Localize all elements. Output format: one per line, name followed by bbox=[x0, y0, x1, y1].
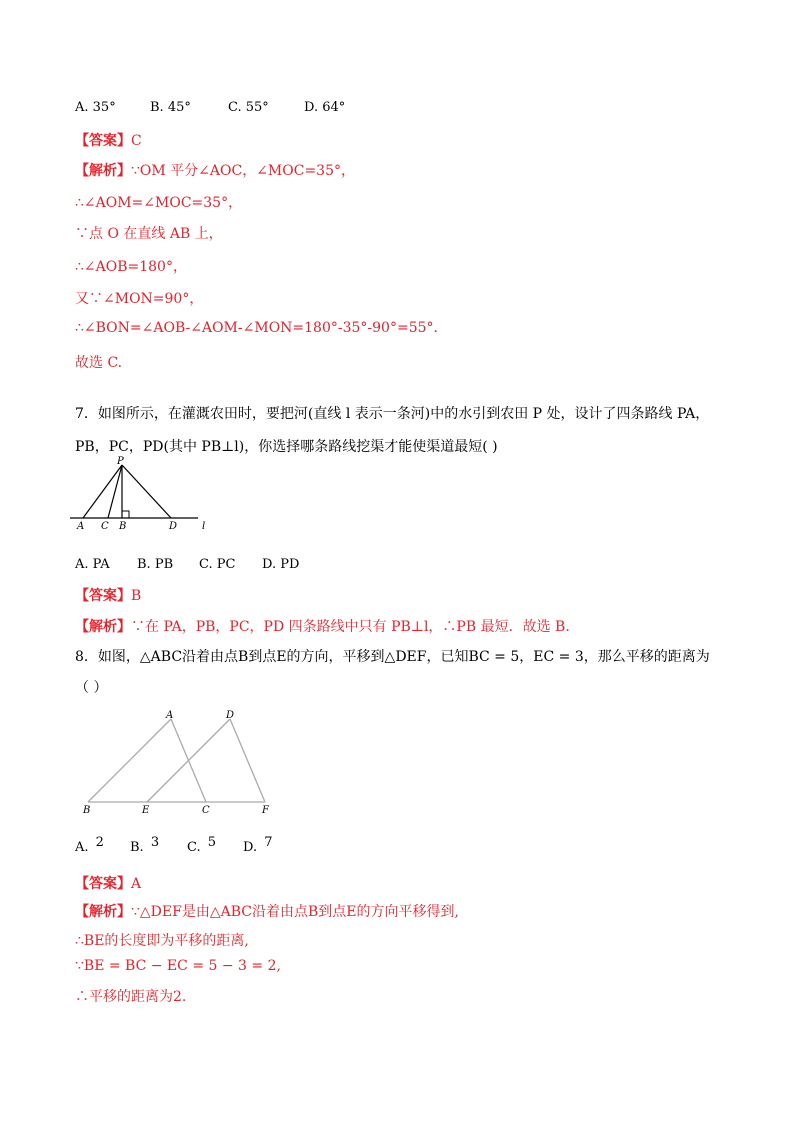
answer-label: 【答案】 bbox=[75, 876, 131, 892]
q6-analysis-line-5: 又∵∠MON=90°， bbox=[75, 291, 204, 307]
q8-analysis-line-3: ∵BE = BC − EC = 5 − 3 = 2, bbox=[75, 958, 281, 974]
q8-option-b bbox=[130, 835, 160, 855]
label-p: P bbox=[117, 456, 124, 467]
label-l: l bbox=[202, 521, 206, 532]
q8-stem-line-1: 8．如图，△ABC沿着由点B到点E的方向，平移到△DEF，已知BC = 5，EC = 3，那么平移的距离为 bbox=[75, 649, 710, 665]
segment-pc bbox=[108, 465, 122, 518]
q8-analysis-line-4: ∴平移的距离为2. bbox=[75, 989, 187, 1005]
label-d: D bbox=[169, 521, 178, 532]
q6-analysis-line-6: ∴∠BON=∠AOB-∠AOM-∠MON=180°-35°-90°=55°. bbox=[75, 320, 438, 336]
q8-answer bbox=[75, 873, 141, 893]
q6-option-a: A. 35° bbox=[75, 100, 116, 115]
q6-answer bbox=[75, 130, 142, 150]
option-value: 7 bbox=[264, 835, 273, 850]
q7-option-c: C. PC bbox=[199, 557, 236, 572]
label-d: D bbox=[226, 710, 235, 721]
option-letter: C. bbox=[187, 840, 201, 855]
option-letter: D. bbox=[243, 840, 258, 855]
label-f: F bbox=[262, 805, 269, 816]
analysis-text: ∵OM 平分∠AOC，∠MOC=35°， bbox=[131, 163, 355, 179]
q7-option-b: B. PB bbox=[137, 557, 174, 572]
q6-analysis-line-3: ∵点 O 在直线 AB 上， bbox=[75, 226, 223, 242]
option-letter: A. bbox=[75, 840, 89, 855]
segment-df bbox=[230, 719, 265, 802]
q6-option-c: C. 55° bbox=[228, 100, 269, 115]
label-c: C bbox=[101, 521, 109, 532]
answer-value: B bbox=[131, 588, 142, 604]
q8-analysis-line-2: ∴BE的长度即为平移的距离, bbox=[75, 933, 249, 949]
q7-option-d: D. PD bbox=[262, 557, 300, 572]
q7-stem-line-2: PB，PC，PD(其中 PB⊥l)，你选择哪条路线挖渠才能使渠道最短( ) bbox=[75, 439, 498, 455]
label-b: B bbox=[83, 805, 91, 816]
q7-stem-line-1: 7．如图所示，在灌溉农田时，要把河(直线 l 表示一条河)中的水引到农田 P 处，设计了四条路线 PA， bbox=[75, 406, 710, 422]
label-c: C bbox=[202, 805, 210, 816]
analysis-label: 【解析】 bbox=[75, 163, 131, 179]
analysis-label: 【解析】 bbox=[75, 619, 131, 635]
label-a: A bbox=[77, 521, 85, 532]
option-value: 3 bbox=[150, 835, 160, 850]
answer-value: C bbox=[131, 133, 142, 149]
answer-label: 【答案】 bbox=[75, 588, 131, 604]
answer-label: 【答案】 bbox=[75, 133, 131, 149]
q7-answer bbox=[75, 585, 141, 605]
q6-option-d: D. 64° bbox=[304, 100, 346, 115]
label-b: B bbox=[119, 521, 127, 532]
q7-figure bbox=[70, 455, 210, 535]
option-value: 5 bbox=[207, 835, 217, 850]
label-e: E bbox=[142, 805, 150, 816]
q8-option-a bbox=[75, 835, 104, 855]
q6-analysis-line-4: ∴∠AOB=180°， bbox=[75, 259, 187, 275]
q8-option-c bbox=[187, 835, 217, 855]
q8-analysis-line-1 bbox=[75, 901, 459, 921]
q7-option-a: A. PA bbox=[75, 557, 110, 572]
q8-figure bbox=[80, 705, 280, 820]
q8-stem-line-2: （ ） bbox=[75, 680, 108, 696]
answer-value: A bbox=[131, 876, 142, 892]
segment-pa bbox=[83, 465, 122, 518]
q6-analysis-line-1 bbox=[75, 160, 355, 180]
q6-analysis-line-7: 故选 C. bbox=[75, 355, 123, 371]
label-a: A bbox=[166, 710, 174, 721]
analysis-text: ∵在 PA，PB，PC，PD 四条路线中只有 PB⊥l，∴PB 最短．故选 B. bbox=[131, 619, 570, 635]
right-angle-mark bbox=[122, 511, 129, 518]
analysis-label: 【解析】 bbox=[75, 904, 131, 920]
q6-analysis-line-2: ∴∠AOM=∠MOC=35°， bbox=[75, 195, 243, 211]
option-letter: B. bbox=[130, 840, 144, 855]
q6-option-b: B. 45° bbox=[150, 100, 191, 115]
q7-analysis bbox=[75, 616, 570, 636]
segment-pd bbox=[122, 465, 171, 518]
analysis-text: ∵△DEF是由△ABC沿着由点B到点E的方向平移得到, bbox=[131, 904, 459, 920]
option-value: 2 bbox=[95, 835, 104, 850]
q8-option-d bbox=[243, 835, 273, 855]
